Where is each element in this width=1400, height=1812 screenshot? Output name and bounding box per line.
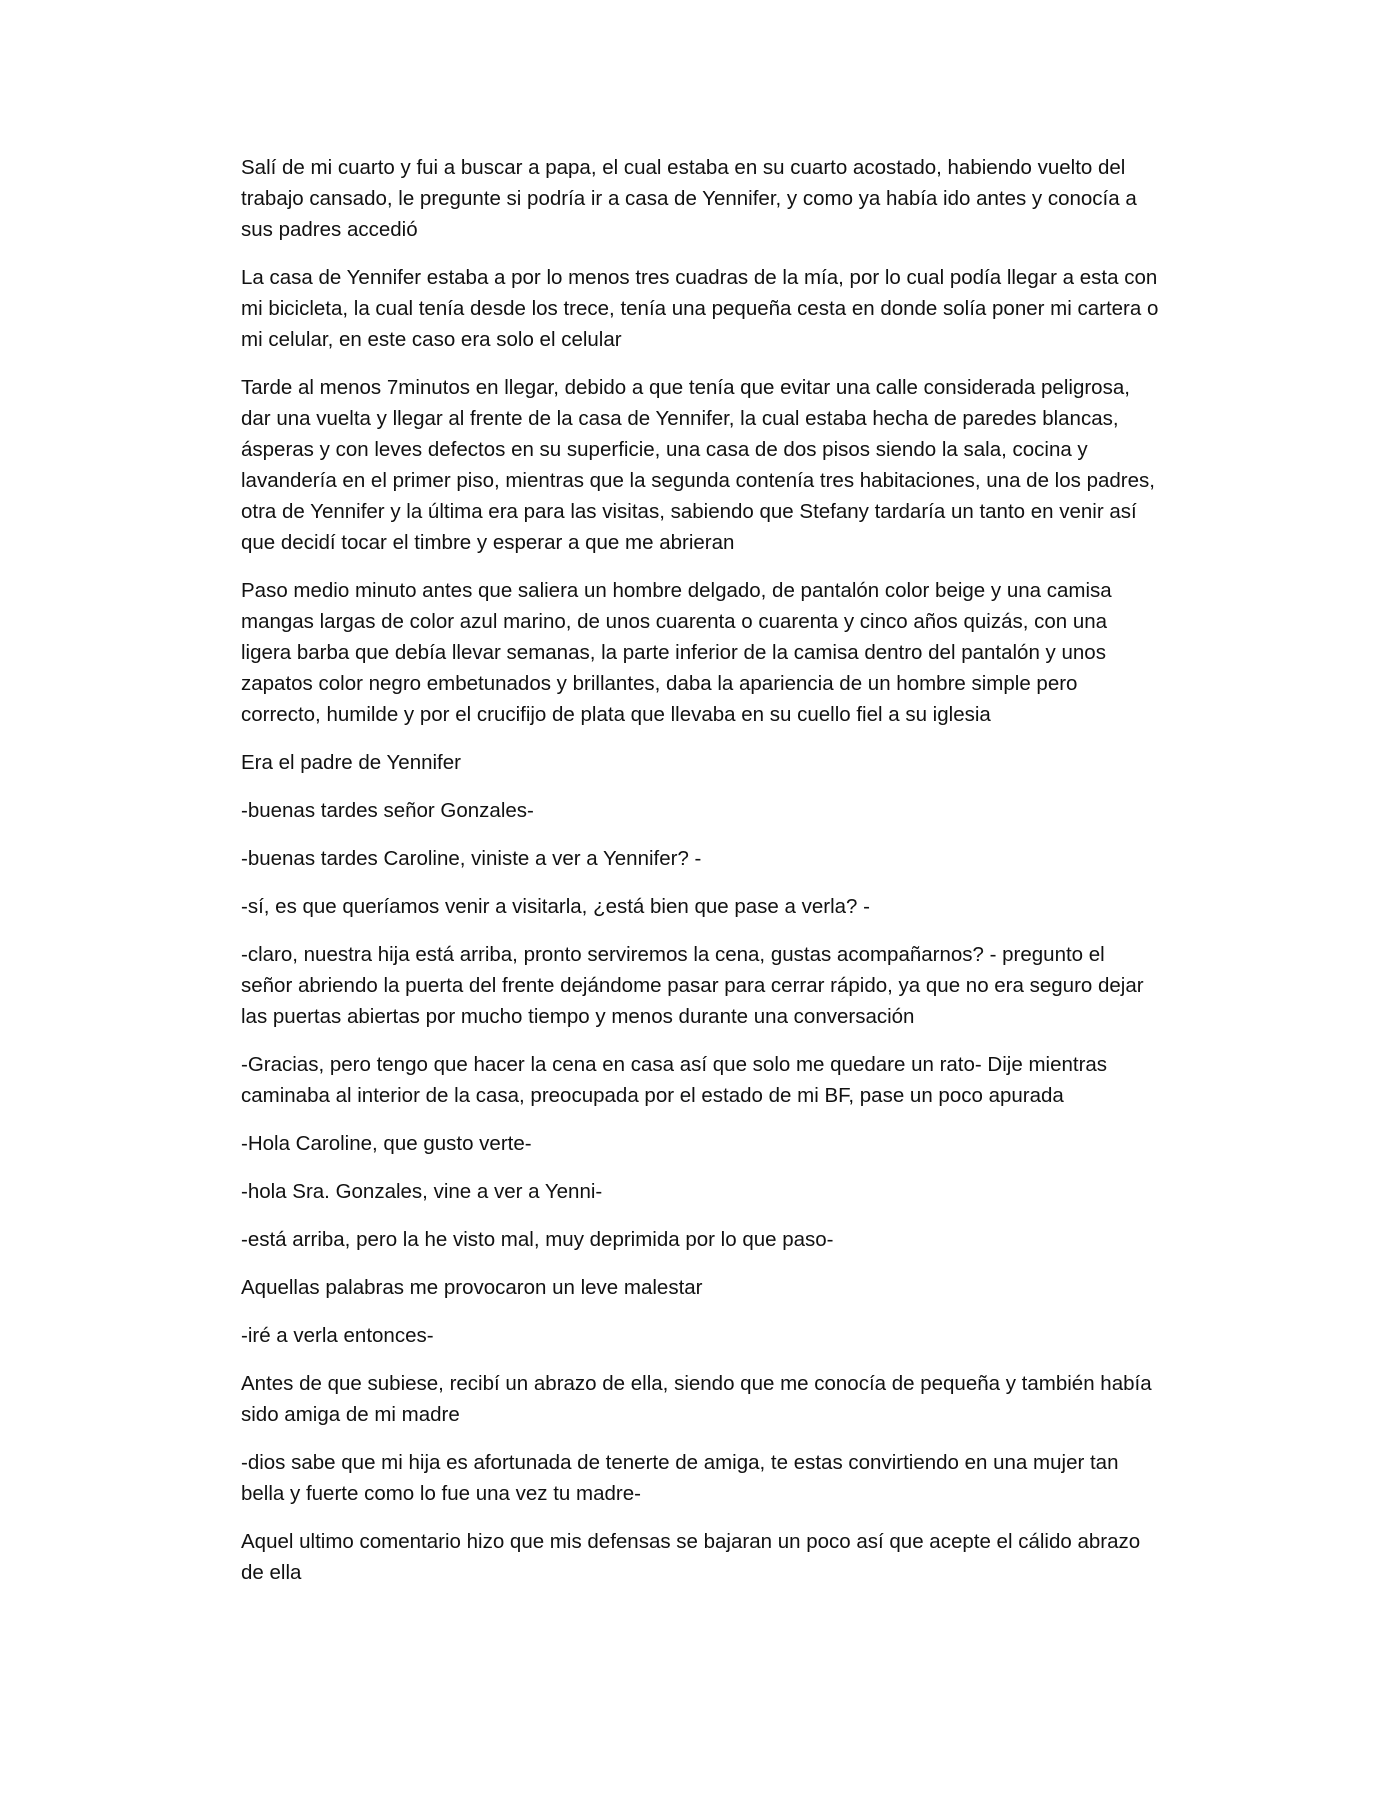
paragraph: Paso medio minuto antes que saliera un hombre delgado, de pantalón color beige y una camisa mangas largas de color azul marino, de unos cuarenta o cuarenta y cinco años quizás, con una ligera barba que debía llevar semanas, la parte inferior de la camisa dentro del pantalón y unos zapatos color negro embetunados y brillantes, daba la apariencia de un hombre simple pero correcto, humilde y por el crucifijo de plata que llevaba en su cuello fiel a su iglesia [241,579,1112,726]
paragraph: Tarde al menos 7minutos en llegar, debido a que tenía que evitar una calle considerada peligrosa, dar una vuelta y llegar al frente de la casa de Yennifer, la cual estaba hecha de paredes blancas, ásperas y con leves defectos en su superficie, una casa de dos pisos siendo la sala, cocina y lavandería en el primer piso, mientras que la segunda contenía tres habitaciones, una de los padres, otra de Yennifer y la última era para las visitas, sabiendo que Stefany tardaría un tanto en venir así que decidí tocar el timbre y esperar a que me abrieran [241,376,1155,554]
paragraph: -buenas tardes señor Gonzales- [241,799,534,822]
paragraph: -está arriba, pero la he visto mal, muy deprimida por lo que paso- [241,1228,834,1251]
document-body [241,152,1161,1605]
paragraph: Antes de que subiese, recibí un abrazo de ella, siendo que me conocía de pequeña y también había sido amiga de mi madre [241,1372,1152,1426]
paragraph: -Gracias, pero tengo que hacer la cena en casa así que solo me quedare un rato- Dije mientras caminaba al interior de la casa, preocupada por el estado de mi BF, pase un poco apurada [241,1053,1108,1107]
paragraph: -iré a verla entonces- [241,1324,434,1347]
paragraph: Era el padre de Yennifer [241,751,461,774]
paragraph: -buenas tardes Caroline, viniste a ver a Yennifer? - [241,847,702,870]
paragraph: -hola Sra. Gonzales, vine a ver a Yenni- [241,1180,603,1203]
paragraph: -dios sabe que mi hija es afortunada de tenerte de amiga, te estas convirtiendo en una mujer tan bella y fuerte como lo fue una vez tu madre- [241,1451,1119,1505]
paragraph: Aquellas palabras me provocaron un leve malestar [241,1276,703,1299]
paragraph: -Hola Caroline, que gusto verte- [241,1132,532,1155]
paragraph: -claro, nuestra hija está arriba, pronto serviremos la cena, gustas acompañarnos? - pregunto el señor abriendo la puerta del frente dejándome pasar para cerrar rápido, ya que no era seguro dejar las puertas abiertas por mucho tiempo y menos durante una conversación [241,943,1144,1028]
paragraph: La casa de Yennifer estaba a por lo menos tres cuadras de la mía, por lo cual podía llegar a esta con mi bicicleta, la cual tenía desde los trece, tenía una pequeña cesta en donde solía poner mi cartera o mi celular, en este caso era solo el celular [241,266,1159,351]
paragraph: Aquel ultimo comentario hizo que mis defensas se bajaran un poco así que acepte el cálido abrazo de ella [241,1530,1141,1584]
paragraph: Salí de mi cuarto y fui a buscar a papa, el cual estaba en su cuarto acostado, habiendo vuelto del trabajo cansado, le pregunte si podría ir a casa de Yennifer, y como ya había ido antes y conocía a sus padres accedió [241,156,1137,241]
paragraph: -sí, es que queríamos venir a visitarla, ¿está bien que pase a verla? - [241,895,870,918]
